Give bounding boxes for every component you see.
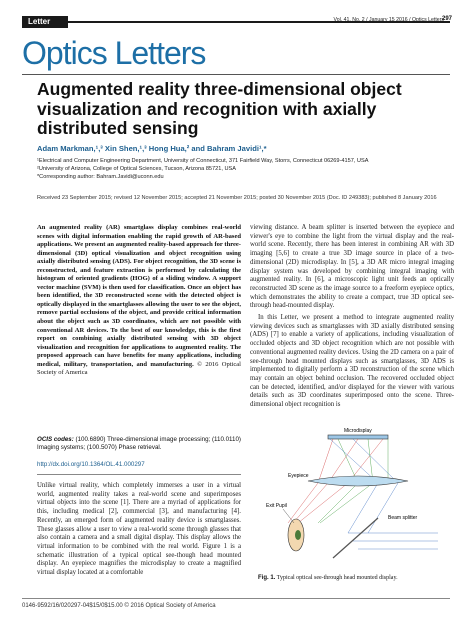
microdisplay-shape xyxy=(328,435,388,439)
issue-info: Vol. 41, No. 2 / January 15 2016 / Optics Letters xyxy=(333,17,444,23)
pupil-shape xyxy=(295,530,301,540)
ray-bundle-blue xyxy=(330,439,438,549)
title-rule xyxy=(22,74,450,75)
eyepiece-lens xyxy=(308,476,408,486)
ocis-text: (100.6890) Three-dimensional image processing; (110.0110) Imaging systems; (100.5070) Phase retrieval. xyxy=(37,436,241,451)
intro-right-1: viewing distance. A beam splitter is inserted between the eyepiece and viewer's eye to combine the light from the virtual display and the real-world scene. Recently, there has been interest in combining AR with 3D imaging [5,6] to create a true 3D image source in place of a two-dimensional (2D) microdisplay. In [5], a 3D AR micro integral imaging display system was developed by combining integral imaging with augmented reality. In [6], a microscopic light unit feeds an optically reconstructed 3D scene as the image source to a freeform eyepiece optics, which demonstrates the ability to create a compact, true 3D optical see-through head-mounted display. xyxy=(250,224,454,310)
paper-title: Augmented reality three-dimensional object visualization and recognition with axially distributed sensing xyxy=(37,79,402,138)
corresponding-author: *Corresponding author: Bahram.Javidi@uconn.edu xyxy=(37,174,164,180)
affiliation-2: ²University of Arizona, College of Optical Sciences, Tucson, Arizona 85721, USA xyxy=(37,166,236,172)
authors: Adam Markman,¹,³ Xin Shen,¹,³ Hong Hua,² and Bahram Javidi¹,* xyxy=(37,144,267,153)
ocis-codes xyxy=(37,436,241,452)
section-tag: Letter xyxy=(22,16,68,28)
figure-caption-text: Typical optical see-through head mounted display. xyxy=(276,575,398,581)
affiliation-1: ¹Electrical and Computer Engineering Department, University of Connecticut, 371 Fairfield Way, Storrs, Connecticut 06269-4157, USA xyxy=(37,158,369,164)
abstract-text: An augmented reality (AR) smartglass display combines real-world scenes with digital information enabling the rapid growth of AR-based applications. We present an augmented reality-based approach for three-dimensional (3D) optical visualization and object recognition using axially distributed sensing (ADS). For object recognition, the 3D scene is reconstructed, and feature extraction is performed by calculating the histogram of oriented gradients (HOG) of a sliding window. A support vector machine (SVM) is then used for classification. Once an object has been identified, the 3D reconstructed scene with the detected object is optically displayed in the smartglasses allowing the user to see the object, remove partial occlusions of the object, and provide critical information about the object such as 3D coordinates, which are not possible with conventional AR devices. To the best of our knowledge, this is the first report on combining axially distributed sensing with 3D object visualization and recognition for applications to augmented reality. The proposed approach can have benefits for many applications, including medical, military, transportation, and manufacturing. xyxy=(37,224,241,368)
abstract-rule xyxy=(37,474,241,475)
ocis-label: OCIS codes: xyxy=(37,436,74,443)
label-beam-splitter: Beam splitter xyxy=(388,515,418,521)
label-microdisplay: Microdisplay xyxy=(344,428,372,434)
footer-rule xyxy=(22,598,450,599)
beam-splitter-shape xyxy=(333,518,378,558)
intro-left: Unlike virtual reality, which completely immerses a user in a virtual world, augmented reality takes a real-world scene and superimposes virtual objects into the scene [1]. There are a myriad of applications for this, including medical [2], commercial [3], and manufacturing [4]. Recently, an emerged form of augmented reality device is smartglasses. These glasses allow a user to view a real-world scene through glasses that also contain a camera and a small digital display. This display allows the virtual information to be combined with the real world. Figure 1 is a schematic illustration of a typical optical see-though head mounted display. An eyepiece magnifies the microdisplay to create a magnified virtual display located at a comfortable xyxy=(37,482,241,577)
page-number: 297 xyxy=(441,16,452,22)
label-eyepiece: Eyepiece xyxy=(288,473,309,479)
figure-caption-label: Fig. 1. xyxy=(258,575,276,581)
footer: 0146-9592/16/020297-04$15/0$15.00 © 2016 Optical Society of America xyxy=(22,603,216,609)
received-dates: Received 23 September 2015; revised 12 November 2015; accepted 21 November 2015; posted 30 November 2015 (Doc. ID 249383); published 8 January 2016 xyxy=(37,195,437,201)
figure-caption xyxy=(258,575,398,581)
figure-hmd-schematic xyxy=(258,423,454,573)
journal-title: Optics Letters xyxy=(22,35,206,71)
intro-right-2: In this Letter, we present a method to integrate augmented reality viewing devices such as smartglasses with 3D axially distributed sensing (ADS) [7] to enable a variety of applications, including visualization of occluded objects and 3D object recognition which are not possible with conventional augmented reality devices. Using the 2D camera on a pair of see-through head mounted displays such as smartglasses, 3D ADS is implemented to digitally perform a 3D reconstruction of the scene which may contain an object behind occlusion. The recovered occluded object can be detected, identified, and/or displayed for the viewer with various details such as 3D coordinates superimposed onto the scene. Three-dimensional object recognition is xyxy=(250,314,454,409)
copyright: © 2016 Optical Society of America xyxy=(37,360,241,377)
label-exit-pupil: Exit Pupil xyxy=(266,503,287,509)
doi-link[interactable]: http://dx.doi.org/10.1364/OL.41.000297 xyxy=(37,461,145,468)
abstract xyxy=(37,224,241,378)
